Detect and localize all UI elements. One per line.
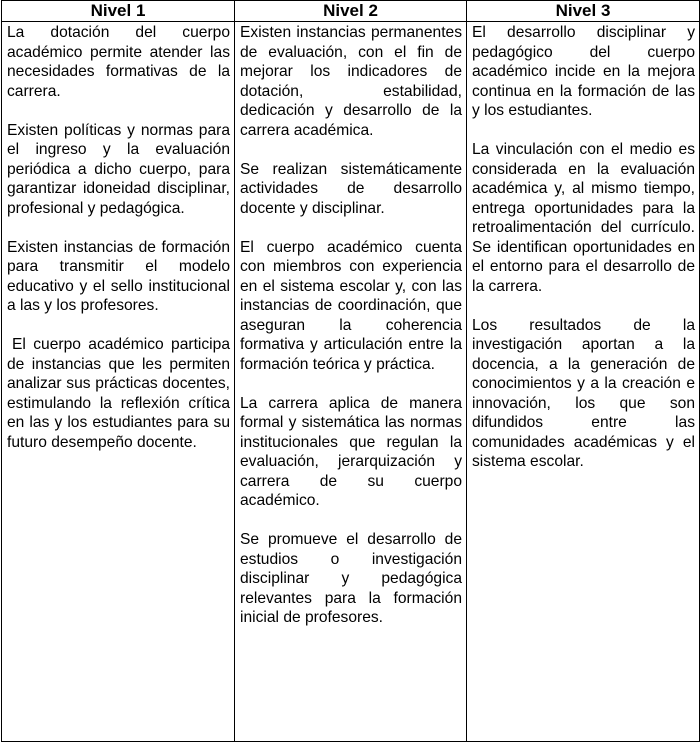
nivel-2-paragraph-4: La carrera aplica de manera formal y sistemática las normas institucionales que regulan la evaluación, jerarquización y carrera de su cuerpo académico. bbox=[240, 394, 462, 509]
nivel-3-paragraph-2: La vinculación con el medio es considerada en la evaluación académica y, al mismo tiempo, entrega oportunidades para la retroalimentación del currículo. Se identifican oportunidades en el entorno para el desarrollo de la carrera. bbox=[472, 141, 695, 295]
nivel-2-paragraph-5: Se promueve el desarrollo de estudios o investigación disciplinar y pedagógica relevantes para la formación inicial de profesores. bbox=[240, 531, 462, 626]
header-row bbox=[2, 1, 700, 22]
nivel-2-paragraph-1: Existen instancias permanentes de evaluación, con el fin de mejorar los indicadores de dotación, estabilidad, dedicación y desarrollo de la carrera académica. bbox=[240, 24, 462, 139]
nivel-1-paragraph-3: Existen instancias de formación para transmitir el modelo educativo y el sello institucional a las y los profesores. bbox=[7, 238, 230, 314]
header-nivel-1: Nivel 1 bbox=[2, 1, 235, 22]
column-nivel-1 bbox=[2, 22, 235, 742]
nivel-3-paragraph-3: Los resultados de la investigación aportan a la docencia, a la generación de conocimientos y a la creación e innovación, los que son difundidos entre las comunidades académicas y el sistema escolar. bbox=[472, 316, 695, 470]
column-nivel-3 bbox=[467, 22, 700, 742]
content-row bbox=[2, 22, 700, 742]
nivel-1-paragraph-2: Existen políticas y normas para el ingreso y la evaluación periódica a dicho cuerpo, para garantizar idoneidad disciplinar, profesional y pedagógica. bbox=[7, 121, 230, 217]
header-nivel-2: Nivel 2 bbox=[235, 1, 467, 22]
nivel-2-paragraph-3: El cuerpo académico cuenta con miembros con experiencia en el sistema escolar y, con las instancias de coordinación, que aseguran la coherencia formativa y articulación entre la formación teórica y práctica. bbox=[240, 238, 462, 373]
column-nivel-2 bbox=[235, 22, 467, 742]
nivel-1-paragraph-4: El cuerpo académico participa de instancias que les permiten analizar sus prácticas docentes, estimulando la reflexión crítica en las y los estudiantes para su futuro desempeño docente. bbox=[7, 336, 230, 451]
nivel-1-paragraph-1: La dotación del cuerpo académico permite atender las necesidades formativas de la carrera. bbox=[7, 24, 230, 100]
nivel-3-paragraph-1: El desarrollo disciplinar y pedagógico del cuerpo académico incide en la mejora continua en la formación de las y los estudiantes. bbox=[472, 24, 695, 119]
header-nivel-3: Nivel 3 bbox=[467, 1, 700, 22]
nivel-2-paragraph-2: Se realizan sistemáticamente actividades de desarrollo docente y disciplinar. bbox=[240, 160, 462, 217]
levels-table bbox=[1, 0, 700, 742]
